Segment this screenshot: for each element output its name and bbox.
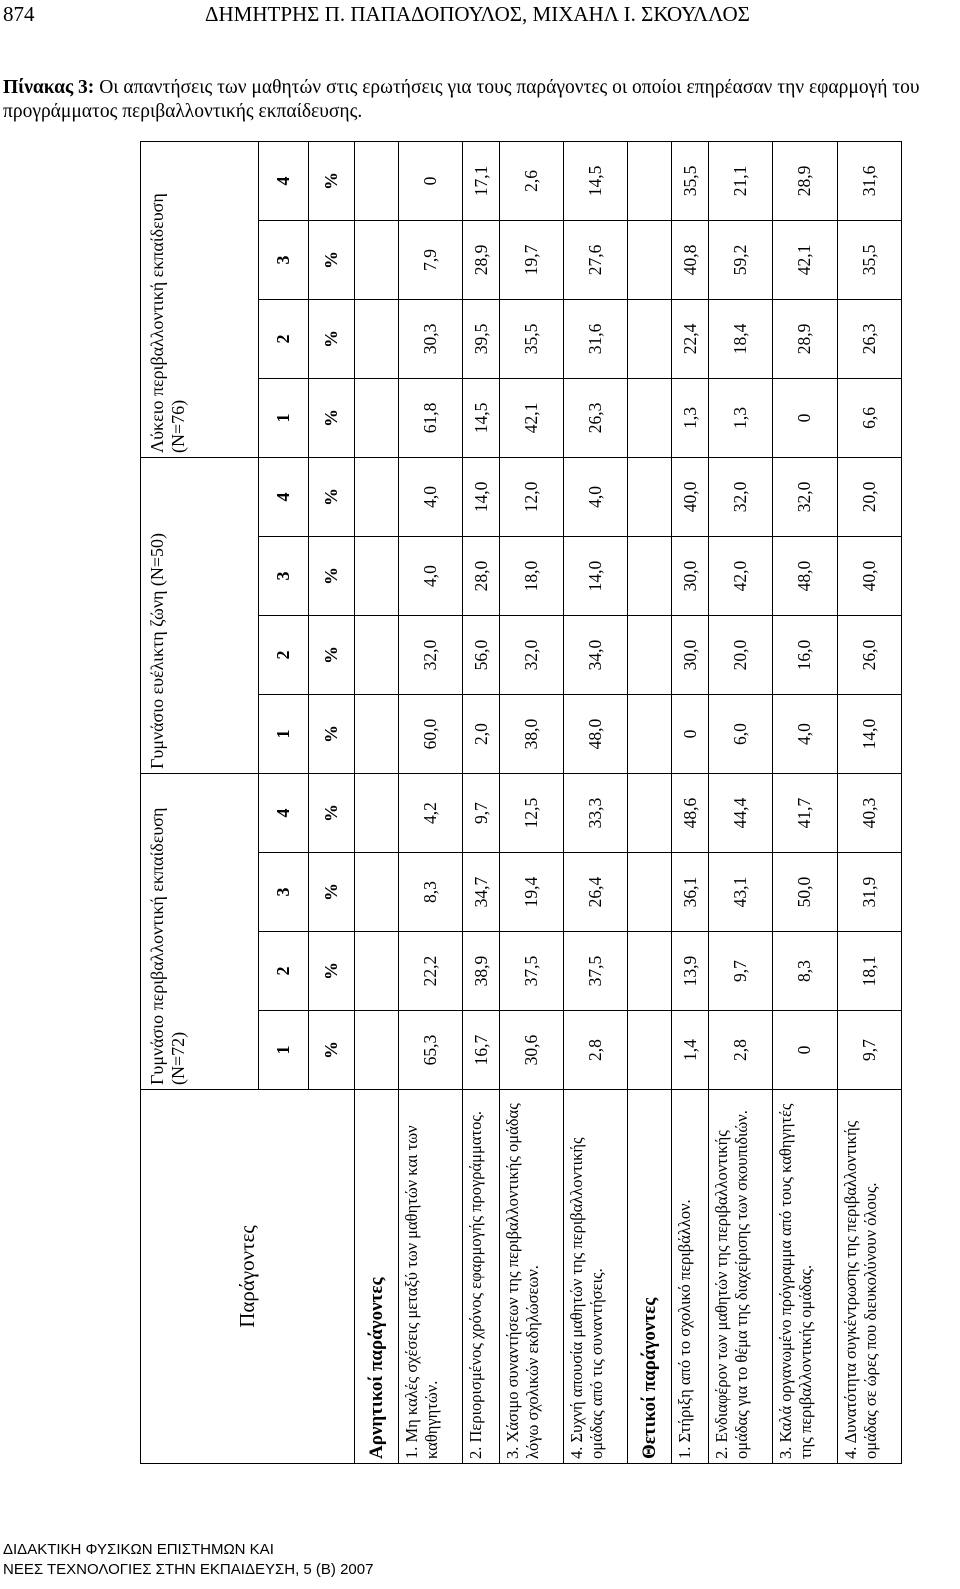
negative-factors-header: [355, 141, 399, 1463]
empty-cell: [355, 774, 399, 853]
empty-cell: [628, 1011, 672, 1090]
value-cell: 26,0: [837, 616, 901, 695]
value-cell: 40,3: [837, 774, 901, 853]
group-header: Γυμνάσιο ευέλικτη ζώνη (N=50): [141, 457, 259, 773]
table-row: [499, 141, 563, 1463]
value-cell: 1,3: [672, 378, 708, 457]
unit-header: %: [309, 853, 355, 932]
unit-header: %: [309, 537, 355, 616]
value-cell: 0: [773, 378, 837, 457]
value-cell: 31,6: [837, 141, 901, 220]
scale-header: 4: [259, 774, 309, 853]
value-cell: 42,0: [708, 537, 772, 616]
value-cell: 31,6: [564, 299, 628, 378]
factor-label: 3. Χάσιμο συναντήσεων της περιβαλλοντικής ομάδας λόγω σχολικών εκδηλώσεων.: [499, 1090, 563, 1464]
value-cell: 14,5: [463, 378, 499, 457]
value-cell: 14,0: [564, 537, 628, 616]
scale-header: 3: [259, 853, 309, 932]
running-head: [0, 2, 960, 32]
footer-line-2: ΝΕΕΣ ΤΕΧΝΟΛΟΓΙΕΣ ΣΤΗΝ ΕΚΠΑΙΔΕΥΣΗ, 5 (Β) 2007: [3, 1561, 374, 1578]
value-cell: 35,5: [499, 299, 563, 378]
factor-column-header: Παράγοντες: [141, 1090, 355, 1464]
value-cell: 9,7: [463, 774, 499, 853]
unit-header: %: [309, 378, 355, 457]
value-cell: 28,9: [773, 299, 837, 378]
page-number: 874: [3, 2, 35, 26]
value-cell: 40,8: [672, 220, 708, 299]
value-cell: 14,5: [564, 141, 628, 220]
value-cell: 0: [672, 695, 708, 774]
value-cell: 32,0: [399, 616, 463, 695]
empty-cell: [355, 141, 399, 220]
value-cell: 14,0: [463, 457, 499, 536]
factor-label: 3. Καλά οργανωμένο πρόγραμμα από τους καθηγητές της περιβαλλοντικής ομάδας.: [773, 1090, 837, 1464]
empty-cell: [628, 141, 672, 220]
value-cell: 42,1: [499, 378, 563, 457]
empty-cell: [355, 457, 399, 536]
value-cell: 2,8: [564, 1011, 628, 1090]
value-cell: 9,7: [837, 1011, 901, 1090]
empty-cell: [628, 853, 672, 932]
value-cell: 26,4: [564, 853, 628, 932]
scale-header: 3: [259, 220, 309, 299]
scale-header: 4: [259, 457, 309, 536]
factor-label: 1. Στήριξη από το σχολικό περιβάλλον.: [672, 1090, 708, 1464]
value-cell: 14,0: [837, 695, 901, 774]
unit-header: %: [309, 141, 355, 220]
value-cell: 40,0: [837, 537, 901, 616]
group-header: Γυμνάσιο περιβαλλοντική εκπαίδευση (N=72): [141, 774, 259, 1090]
value-cell: 16,0: [773, 616, 837, 695]
value-cell: 30,0: [672, 537, 708, 616]
value-cell: 37,5: [499, 932, 563, 1011]
footer-line-1: ΔΙΔΑΚΤΙΚΗ ΦΥΣΙΚΩΝ ΕΠΙΣΤΗΜΩΝ ΚΑΙ: [3, 1541, 274, 1558]
value-cell: 44,4: [708, 774, 772, 853]
value-cell: 18,1: [837, 932, 901, 1011]
value-cell: 48,6: [672, 774, 708, 853]
value-cell: 59,2: [708, 220, 772, 299]
table-caption-text: Οι απαντήσεις των μαθητών στις ερωτήσεις για τους παράγοντες οι οποίοι επηρέασαν την εφαρμογή του προγράμματος περιβαλλοντικής εκπαίδευσης.: [3, 77, 920, 122]
value-cell: 7,9: [399, 220, 463, 299]
empty-cell: [628, 537, 672, 616]
empty-cell: [628, 220, 672, 299]
empty-cell: [355, 220, 399, 299]
unit-header: %: [309, 1011, 355, 1090]
value-cell: 40,0: [672, 457, 708, 536]
value-cell: 38,0: [499, 695, 563, 774]
results-table: [140, 141, 902, 1464]
value-cell: 28,9: [463, 220, 499, 299]
value-cell: 34,7: [463, 853, 499, 932]
unit-header: %: [309, 457, 355, 536]
value-cell: 9,7: [708, 932, 772, 1011]
empty-cell: [628, 774, 672, 853]
value-cell: 16,7: [463, 1011, 499, 1090]
value-cell: 4,0: [773, 695, 837, 774]
empty-cell: [355, 932, 399, 1011]
value-cell: 30,6: [499, 1011, 563, 1090]
table-row: [399, 141, 463, 1463]
empty-cell: [355, 695, 399, 774]
value-cell: 35,5: [837, 220, 901, 299]
value-cell: 38,9: [463, 932, 499, 1011]
empty-cell: [355, 616, 399, 695]
scale-header: 4: [259, 141, 309, 220]
table-row: [564, 141, 628, 1463]
value-cell: 32,0: [773, 457, 837, 536]
empty-cell: [355, 299, 399, 378]
value-cell: 17,1: [463, 141, 499, 220]
scale-header: 1: [259, 378, 309, 457]
factor-label: 4. Συχνή απουσία μαθητών της περιβαλλοντικής ομάδας από τις συναντήσεις.: [564, 1090, 628, 1464]
value-cell: 30,3: [399, 299, 463, 378]
value-cell: 37,5: [564, 932, 628, 1011]
negative-factors-header-label: Αρνητικοί παράγοντες: [355, 1090, 399, 1464]
value-cell: 4,0: [564, 457, 628, 536]
empty-cell: [628, 378, 672, 457]
value-cell: 4,0: [399, 537, 463, 616]
scale-header: 2: [259, 932, 309, 1011]
value-cell: 60,0: [399, 695, 463, 774]
positive-factors-header: [628, 141, 672, 1463]
value-cell: 0: [773, 1011, 837, 1090]
empty-cell: [628, 299, 672, 378]
value-cell: 1,4: [672, 1011, 708, 1090]
value-cell: 19,7: [499, 220, 563, 299]
value-cell: 28,0: [463, 537, 499, 616]
empty-cell: [628, 695, 672, 774]
value-cell: 50,0: [773, 853, 837, 932]
value-cell: 31,9: [837, 853, 901, 932]
empty-cell: [628, 457, 672, 536]
value-cell: 42,1: [773, 220, 837, 299]
value-cell: 21,1: [708, 141, 772, 220]
table-body: [141, 141, 902, 1463]
table-row: [773, 141, 837, 1463]
value-cell: 27,6: [564, 220, 628, 299]
value-cell: 2,0: [463, 695, 499, 774]
value-cell: 28,9: [773, 141, 837, 220]
scale-header: 2: [259, 616, 309, 695]
empty-cell: [355, 1011, 399, 1090]
scale-header: 3: [259, 537, 309, 616]
value-cell: 6,0: [708, 695, 772, 774]
value-cell: 65,3: [399, 1011, 463, 1090]
value-cell: 13,9: [672, 932, 708, 1011]
value-cell: 48,0: [564, 695, 628, 774]
scale-header: 2: [259, 299, 309, 378]
empty-cell: [628, 932, 672, 1011]
value-cell: 32,0: [708, 457, 772, 536]
value-cell: 20,0: [708, 616, 772, 695]
value-cell: 61,8: [399, 378, 463, 457]
value-cell: 12,5: [499, 774, 563, 853]
value-cell: 4,2: [399, 774, 463, 853]
value-cell: 39,5: [463, 299, 499, 378]
value-cell: 32,0: [499, 616, 563, 695]
table-row: [672, 141, 708, 1463]
value-cell: 41,7: [773, 774, 837, 853]
value-cell: 18,4: [708, 299, 772, 378]
value-cell: 22,4: [672, 299, 708, 378]
unit-header: %: [309, 220, 355, 299]
table-caption: [3, 76, 953, 124]
header-row-groups: [141, 141, 259, 1463]
table-caption-label: Πίνακας 3:: [3, 77, 95, 98]
journal-footer: [3, 1540, 373, 1580]
value-cell: 36,1: [672, 853, 708, 932]
factor-label: 2. Περιορισμένος χρόνος εφαρμογής προγράμματος.: [463, 1090, 499, 1464]
value-cell: 18,0: [499, 537, 563, 616]
value-cell: 26,3: [837, 299, 901, 378]
empty-cell: [355, 378, 399, 457]
table-row: [463, 141, 499, 1463]
unit-header: %: [309, 299, 355, 378]
value-cell: 2,6: [499, 141, 563, 220]
value-cell: 6,6: [837, 378, 901, 457]
running-head-authors: ΔΗΜΗΤΡΗΣ Π. ΠΑΠΑΔΟΠΟΥΛΟΣ, ΜΙΧΑΗΛ Ι. ΣΚΟΥΛΛΟΣ: [205, 2, 750, 26]
value-cell: 1,3: [708, 378, 772, 457]
rotated-table-wrapper: [140, 142, 902, 1464]
factor-label: 2. Ενδιαφέρον των μαθητών της περιβαλλοντικής ομάδας για το θέμα της διαχείρισης των σκουπιδιών.: [708, 1090, 772, 1464]
value-cell: 20,0: [837, 457, 901, 536]
table-row: [837, 141, 901, 1463]
scale-header: 1: [259, 1011, 309, 1090]
value-cell: 43,1: [708, 853, 772, 932]
scale-header: 1: [259, 695, 309, 774]
unit-header: %: [309, 774, 355, 853]
value-cell: 8,3: [773, 932, 837, 1011]
value-cell: 34,0: [564, 616, 628, 695]
value-cell: 35,5: [672, 141, 708, 220]
value-cell: 0: [399, 141, 463, 220]
value-cell: 8,3: [399, 853, 463, 932]
value-cell: 56,0: [463, 616, 499, 695]
table-row: [708, 141, 772, 1463]
value-cell: 26,3: [564, 378, 628, 457]
factor-label: 1. Μη καλές σχέσεις μεταξύ των μαθητών και των καθηγητών.: [399, 1090, 463, 1464]
group-header: Λύκειο περιβαλλοντική εκπαίδευση (N=76): [141, 141, 259, 457]
empty-cell: [628, 616, 672, 695]
value-cell: 22,2: [399, 932, 463, 1011]
empty-cell: [355, 537, 399, 616]
value-cell: 19,4: [499, 853, 563, 932]
unit-header: %: [309, 932, 355, 1011]
value-cell: 33,3: [564, 774, 628, 853]
value-cell: 12,0: [499, 457, 563, 536]
factor-label: 4. Δυνατότητα συγκέντρωσης της περιβαλλοντικής ομάδας σε ώρες που διευκολύνουν όλους.: [837, 1090, 901, 1464]
value-cell: 4,0: [399, 457, 463, 536]
value-cell: 2,8: [708, 1011, 772, 1090]
value-cell: 30,0: [672, 616, 708, 695]
value-cell: 48,0: [773, 537, 837, 616]
unit-header: %: [309, 616, 355, 695]
empty-cell: [355, 853, 399, 932]
positive-factors-header-label: Θετικοί παράγοντες: [628, 1090, 672, 1464]
unit-header: %: [309, 695, 355, 774]
